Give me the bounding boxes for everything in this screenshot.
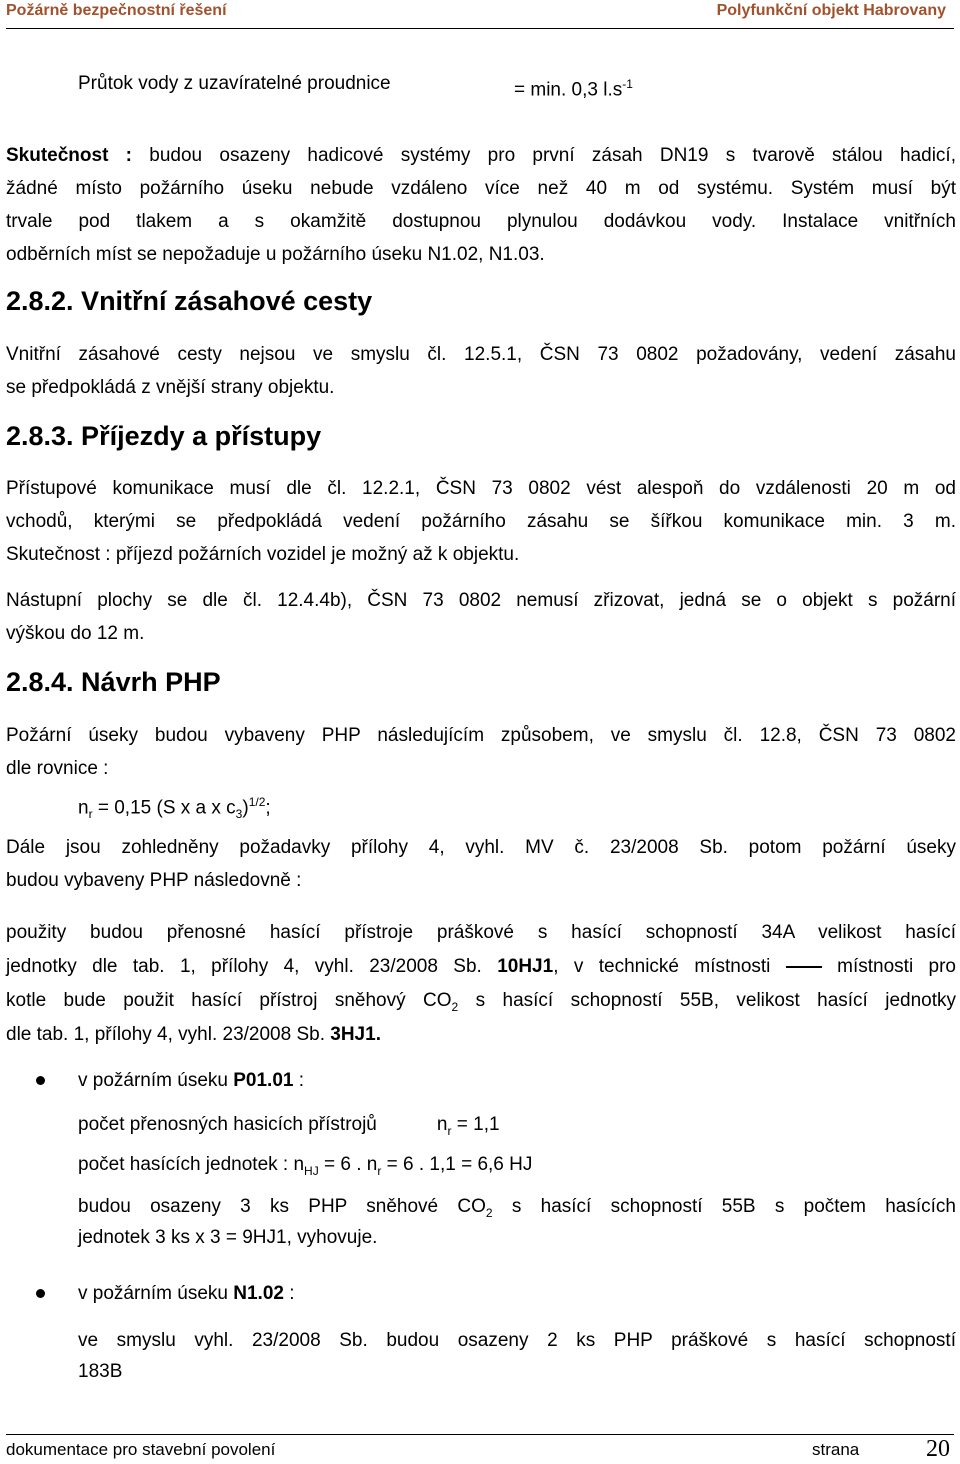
header-divider: [6, 28, 954, 29]
s284-line-4: budou vybaveny PHP následovně :: [6, 870, 302, 891]
s283-line-1: Přístupové komunikace musí dle čl. 12.2.1, ČSN 73 0802 vést alespoň do vzdálenosti 20 m od: [6, 478, 956, 499]
heading-2-8-4: 2.8.4. Návrh PHP: [6, 667, 221, 697]
bullet-p01-title: v požárním úseku P01.01 :: [78, 1070, 305, 1091]
s284-line-1: Požární úseky budou vybaveny PHP následujícím způsobem, ve smyslu čl. 12.8, ČSN 73 0802: [6, 725, 956, 746]
usage-line-1: použity budou přenosné hasící přístroje práškové s hasící schopností 34A velikost hasící: [6, 922, 956, 943]
n102-line-2: 183B: [78, 1361, 123, 1382]
heading-2-8-2: 2.8.2. Vnitřní zásahové cesty: [6, 286, 373, 316]
usage-line-2: jednotky dle tab. 1, přílohy 4, vyhl. 23/2008 Sb. 10HJ1, v technické místnosti místnosti pro: [6, 956, 956, 977]
php-formula: $n_r = 0,15$ (S x a x $c_3)^{1/2}$;: [78, 795, 271, 822]
bullet-dot: [36, 1076, 45, 1085]
s283-line-5: výškou do 12 m.: [6, 623, 145, 644]
usage-line-4: dle tab. 1, přílohy 4, vyhl. 23/2008 Sb. 3HJ1.: [6, 1024, 381, 1045]
s282-line-1: Vnitřní zásahové cesty nejsou ve smyslu čl. 12.5.1, ČSN 73 0802 požadovány, vedení zásahu: [6, 344, 956, 365]
reality-line-1: Skutečnost : budou osazeny hadicové systémy pro první zásah DN19 s tvarově stálou hadicí,: [6, 145, 956, 166]
p01-line-3: budou osazeny 3 ks PHP sněhové $CO_2$ s hasící schopností 55B s počtem hasících: [78, 1196, 956, 1220]
s283-line-2: vchodů, kterými se předpokládá vedení požárního zásahu se šířkou komunikace min. 3 m.: [6, 511, 956, 532]
reality-line-4: odběrních míst se nepožaduje u požárního úseku N1.02, N1.03.: [6, 244, 545, 265]
s284-line-2: dle rovnice :: [6, 758, 109, 779]
p01-line-1: počet přenosných hasicích přístrojů $n_r = 1,1$: [78, 1114, 500, 1138]
footer-divider: [6, 1434, 954, 1435]
s283-line-3: Skutečnost : příjezd požárních vozidel je možný až k objektu.: [6, 544, 520, 565]
header-right: Polyfunkční objekt Habrovany: [716, 2, 946, 19]
s283-line-4: Nástupní plochy se dle čl. 12.4.4b), ČSN 73 0802 nemusí zřizovat, jedná se o objekt s požární: [6, 590, 956, 611]
page-number: 20: [926, 1436, 950, 1462]
bullet-n102-title: v požárním úseku N1.02 :: [78, 1283, 295, 1304]
heading-2-8-3: 2.8.3. Příjezdy a přístupy: [6, 421, 322, 451]
s284-line-3: Dále jsou zohledněny požadavky přílohy 4, vyhl. MV č. 23/2008 Sb. potom požární úseky: [6, 837, 956, 858]
footer-left: dokumentace pro stavební povolení: [6, 1440, 276, 1459]
dash-line: [786, 966, 822, 968]
bullet-dot: [36, 1289, 45, 1298]
p01-line-2: počet hasících jednotek : $n_{HJ} = 6$ . $n_r = 6$ . 1,1 = 6,6 HJ: [78, 1154, 533, 1178]
reality-line-3: trvale pod tlakem a s okamžitě dostupnou plynulou dodávkou vody. Instalace vnitřních: [6, 211, 956, 232]
flow-label: Průtok vody z uzavíratelné proudnice: [78, 73, 391, 94]
usage-line-3: kotle bude použit hasící přístroj sněhový $CO_2$ s hasící schopností 55B, velikost hasící jednotky: [6, 990, 956, 1014]
p01-line-4: jednotek 3 ks x 3 = 9HJ1, vyhovuje.: [78, 1227, 378, 1248]
n102-line-1: ve smyslu vyhl. 23/2008 Sb. budou osazeny 2 ks PHP práškové s hasící schopností: [78, 1330, 956, 1351]
header-left: Požárně bezpečnostní řešení: [6, 2, 227, 19]
reality-line-2: žádné místo požárního úseku nebude vzdáleno více než 40 m od systému. Systém musí být: [6, 178, 956, 199]
s282-line-2: se předpokládá z vnější strany objektu.: [6, 377, 335, 398]
flow-value: = min. 0,3 $l.s^{-1}$: [514, 77, 633, 101]
footer-strana: strana: [812, 1440, 860, 1459]
